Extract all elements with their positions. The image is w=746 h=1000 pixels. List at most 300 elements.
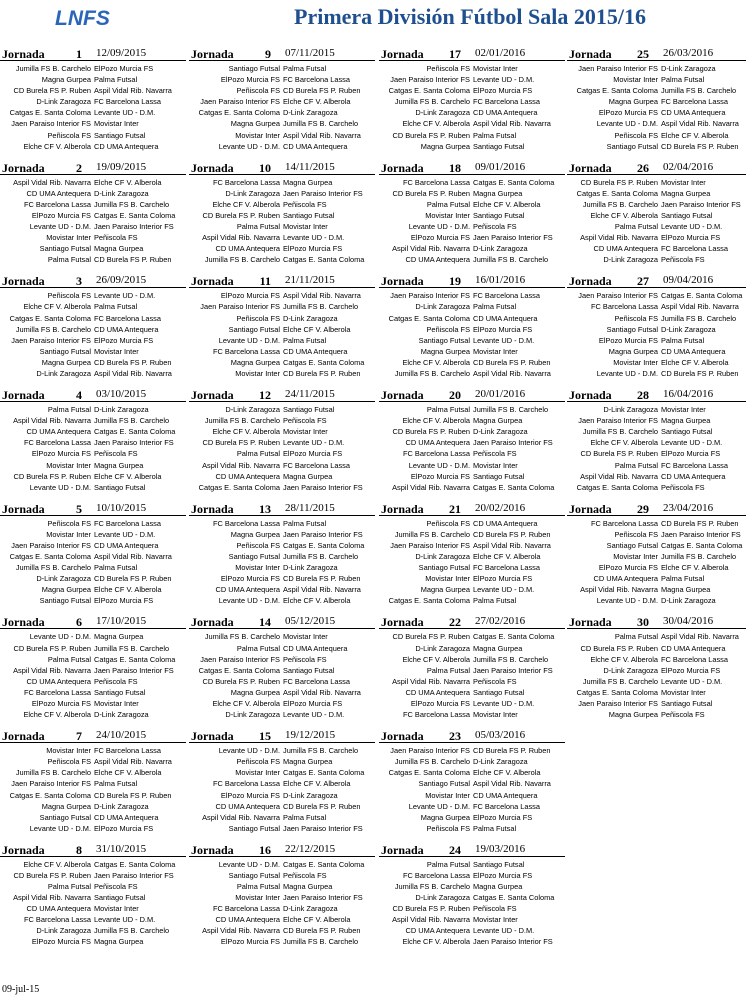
- match-row: [189, 448, 375, 459]
- away-team: D-Link Zaragoza: [94, 188, 149, 198]
- home-team: D-Link Zaragoza: [225, 710, 280, 720]
- jornada-header: [0, 387, 186, 402]
- jornada-label: Jornada: [381, 274, 424, 289]
- home-team: Elche CF V. Alberola: [23, 859, 91, 869]
- match-row: [189, 290, 375, 301]
- jornada-header: [189, 387, 375, 402]
- home-team: Palma Futsal: [236, 882, 280, 891]
- jornada-header: [189, 614, 375, 629]
- match-row: [0, 290, 186, 301]
- home-team: Jumilla FS B. Carchelo: [204, 416, 280, 426]
- home-team: Levante UD - D.M.: [218, 596, 280, 606]
- match-row: [379, 595, 565, 606]
- match-row: [379, 709, 565, 720]
- jornada-date: 05/12/2015: [285, 615, 336, 628]
- away-team: CD Burela FS P. Ruben: [94, 255, 172, 265]
- away-team: Magna Gurpea: [283, 177, 333, 187]
- jornada-number: 16: [259, 842, 271, 857]
- jornada-date: 24/11/2015: [285, 388, 335, 401]
- home-team: ElPozo Murcia FS: [598, 563, 658, 573]
- match-row: [189, 881, 375, 892]
- match-row: [567, 482, 746, 493]
- jornada-date: 20/01/2016: [475, 388, 526, 401]
- match-row: [189, 654, 375, 665]
- home-team: FC Barcelona Lassa: [403, 710, 470, 720]
- home-team: Catgas E. Santa Coloma: [576, 188, 658, 198]
- match-row: [0, 709, 186, 720]
- jornada-label: Jornada: [2, 47, 45, 61]
- away-team: Magna Gurpea: [94, 632, 144, 642]
- match-row: [379, 482, 565, 493]
- match-row: [189, 177, 375, 188]
- match-row: [567, 448, 746, 459]
- away-team: Palma Futsal: [661, 335, 705, 345]
- away-team: Elche CF V. Alberola: [473, 199, 541, 209]
- home-team: ElPozo Murcia FS: [220, 291, 280, 301]
- match-row: [189, 812, 375, 823]
- home-team: Magna Gurpea: [230, 529, 280, 539]
- jornada-header: [0, 842, 186, 857]
- match-row: [189, 584, 375, 595]
- away-team: FC Barcelona Lassa: [94, 518, 161, 528]
- away-team: CD Burela FS P. Ruben: [661, 369, 739, 379]
- away-team: ElPozo Murcia FS: [473, 812, 533, 822]
- home-team: Magna Gurpea: [230, 357, 280, 367]
- match-row: [0, 654, 186, 665]
- away-team: Catgas E. Santa Coloma: [94, 427, 176, 437]
- match-row: [379, 881, 565, 892]
- match-row: [567, 199, 746, 210]
- home-team: Elche CF V. Alberola: [402, 119, 470, 129]
- home-team: CD Burela FS P. Ruben: [202, 676, 280, 686]
- jornada-block: [189, 728, 375, 842]
- away-team: Jumilla FS B. Carchelo: [661, 313, 737, 323]
- home-team: Magna Gurpea: [41, 801, 91, 811]
- home-team: Santiago Futsal: [606, 141, 658, 151]
- home-team: Peñiscola FS: [426, 518, 470, 528]
- home-team: Peñiscola FS: [47, 130, 91, 140]
- match-row: [0, 346, 186, 357]
- jornada-block: [567, 614, 746, 728]
- jornada-number: 10: [259, 160, 271, 175]
- match-row: [189, 756, 375, 767]
- away-team: Levante UD - D.M.: [473, 335, 535, 345]
- home-team: Santiago Futsal: [418, 779, 470, 789]
- home-team: ElPozo Murcia FS: [598, 108, 658, 118]
- match-row: [189, 141, 375, 152]
- home-team: Jumilla FS B. Carchelo: [15, 563, 91, 573]
- home-team: Aspil Vidal Rib. Navarra: [202, 812, 280, 822]
- away-team: CD UMA Antequera: [661, 108, 726, 118]
- home-team: Santiago Futsal: [606, 540, 658, 550]
- match-row: [0, 767, 186, 778]
- match-row: [567, 529, 746, 540]
- jornada-number: 11: [259, 274, 271, 289]
- jornada-number: 4: [76, 388, 82, 403]
- away-team: Levante UD - D.M.: [473, 699, 535, 708]
- away-team: ElPozo Murcia FS: [473, 324, 533, 334]
- home-team: FC Barcelona Lassa: [24, 199, 91, 209]
- jornada-column: [0, 46, 186, 956]
- jornada-block: [189, 273, 375, 387]
- match-row: [379, 290, 565, 301]
- match-row: [189, 107, 375, 118]
- match-row: [189, 709, 375, 720]
- away-team: Jaen Paraiso Interior FS: [661, 199, 741, 209]
- away-team: Santiago Futsal: [94, 893, 146, 903]
- away-team: Peñiscola FS: [473, 676, 517, 686]
- match-row: [379, 790, 565, 801]
- home-team: Levante UD - D.M.: [408, 801, 470, 811]
- home-team: Jumilla FS B. Carchelo: [204, 632, 280, 642]
- jornada-header: [567, 387, 746, 402]
- match-row: [189, 85, 375, 96]
- match-row: [567, 698, 746, 709]
- jornada-block: [189, 46, 375, 160]
- home-team: Jaen Paraiso Interior FS: [578, 699, 658, 708]
- jornada-label: Jornada: [191, 160, 234, 175]
- away-team: Aspil Vidal Rib. Navarra: [661, 302, 739, 312]
- away-team: Catgas E. Santa Coloma: [661, 540, 743, 550]
- home-team: Palma Futsal: [614, 460, 658, 470]
- away-team: CD Burela FS P. Ruben: [94, 357, 172, 367]
- match-row: [379, 518, 565, 529]
- jornada-header: [379, 614, 565, 629]
- jornada-block: [0, 160, 186, 274]
- home-team: Santiago Futsal: [228, 823, 280, 833]
- jornada-label: Jornada: [569, 388, 612, 403]
- away-team: Santiago Futsal: [473, 859, 525, 869]
- away-team: FC Barcelona Lassa: [473, 563, 540, 573]
- home-team: Palma Futsal: [47, 405, 91, 415]
- away-team: Magna Gurpea: [661, 585, 711, 595]
- home-team: Aspil Vidal Rib. Navarra: [392, 676, 470, 686]
- jornada-number: 30: [637, 615, 649, 630]
- match-row: [567, 221, 746, 232]
- home-team: Magna Gurpea: [41, 585, 91, 595]
- home-team: Movistar Inter: [235, 130, 280, 140]
- home-team: Peñiscola FS: [426, 823, 470, 833]
- home-team: Palma Futsal: [426, 405, 470, 415]
- match-row: [379, 324, 565, 335]
- match-row: [189, 698, 375, 709]
- home-team: Movistar Inter: [613, 357, 658, 367]
- jornada-number: 1: [76, 47, 82, 61]
- jornada-label: Jornada: [2, 160, 45, 175]
- away-team: Levante UD - D.M.: [283, 710, 345, 720]
- home-team: Catgas E. Santa Coloma: [9, 313, 91, 323]
- home-team: Magna Gurpea: [420, 585, 470, 595]
- away-team: Magna Gurpea: [283, 471, 333, 481]
- jornada-number: 9: [265, 47, 271, 61]
- away-team: Palma Futsal: [283, 64, 327, 73]
- match-row: [0, 368, 186, 379]
- jornada-label: Jornada: [191, 47, 234, 61]
- home-team: CD Burela FS P. Ruben: [392, 130, 470, 140]
- home-team: Aspil Vidal Rib. Navarra: [392, 244, 470, 254]
- home-team: Magna Gurpea: [41, 75, 91, 85]
- match-row: [379, 210, 565, 221]
- match-row: [0, 415, 186, 426]
- home-team: Jaen Paraiso Interior FS: [578, 416, 658, 426]
- away-team: Santiago Futsal: [94, 687, 146, 697]
- jornada-label: Jornada: [569, 501, 612, 516]
- home-team: ElPozo Murcia FS: [410, 699, 470, 708]
- away-team: CD UMA Antequera: [94, 324, 159, 334]
- match-row: [379, 676, 565, 687]
- jornada-date: 20/02/2016: [475, 501, 526, 514]
- away-team: Jaen Paraiso Interior FS: [94, 665, 174, 675]
- away-team: Peñiscola FS: [94, 233, 138, 243]
- away-team: Palma Futsal: [283, 812, 327, 822]
- away-team: Palma Futsal: [473, 130, 517, 140]
- away-team: Aspil Vidal Rib. Navarra: [283, 687, 361, 697]
- away-team: Movistar Inter: [94, 699, 139, 708]
- away-team: Jumilla FS B. Carchelo: [283, 746, 359, 756]
- away-team: Elche CF V. Alberola: [94, 585, 162, 595]
- match-row: [189, 903, 375, 914]
- match-row: [189, 767, 375, 778]
- home-team: Levante UD - D.M.: [218, 141, 280, 151]
- match-row: [379, 870, 565, 881]
- match-row: [379, 74, 565, 85]
- away-team: Magna Gurpea: [661, 188, 711, 198]
- match-row: [0, 177, 186, 188]
- match-row: [567, 573, 746, 584]
- away-team: CD Burela FS P. Ruben: [283, 926, 361, 936]
- jornada-header: [567, 614, 746, 629]
- away-team: Aspil Vidal Rib. Navarra: [283, 130, 361, 140]
- away-team: Palma Futsal: [283, 335, 327, 345]
- away-team: Santiago Futsal: [473, 687, 525, 697]
- home-team: CD UMA Antequera: [26, 188, 91, 198]
- match-row: [567, 74, 746, 85]
- page-title: Primera División Fútbol Sala 2015/16: [294, 4, 646, 29]
- jornada-number: 27: [637, 274, 649, 289]
- away-team: Levante UD - D.M.: [661, 676, 723, 686]
- match-row: [0, 96, 186, 107]
- home-team: D-Link Zaragoza: [415, 643, 470, 653]
- jornada-date: 12/09/2015: [96, 47, 147, 59]
- jornada-header: [567, 501, 746, 516]
- home-team: Palma Futsal: [47, 255, 91, 265]
- match-row: [379, 232, 565, 243]
- jornada-block: [379, 842, 565, 956]
- away-team: D-Link Zaragoza: [473, 244, 528, 254]
- match-row: [189, 313, 375, 324]
- home-team: Jumilla FS B. Carchelo: [394, 97, 470, 107]
- away-team: Catgas E. Santa Coloma: [473, 482, 555, 492]
- home-team: CD Burela FS P. Ruben: [392, 632, 470, 642]
- match-row: [189, 518, 375, 529]
- away-team: D-Link Zaragoza: [283, 904, 338, 914]
- jornada-header: [0, 614, 186, 629]
- jornada-label: Jornada: [569, 47, 612, 61]
- match-row: [379, 141, 565, 152]
- jornada-number: 24: [449, 842, 461, 857]
- match-row: [0, 540, 186, 551]
- away-team: CD UMA Antequera: [473, 108, 538, 118]
- away-team: Peñiscola FS: [94, 449, 138, 459]
- jornada-header: [379, 728, 565, 743]
- home-team: Jaen Paraiso Interior FS: [11, 779, 91, 789]
- match-row: [0, 529, 186, 540]
- jornada-header: [189, 728, 375, 743]
- match-row: [189, 74, 375, 85]
- away-team: Jumilla FS B. Carchelo: [473, 654, 549, 664]
- home-team: Movistar Inter: [425, 210, 470, 220]
- home-team: Movistar Inter: [235, 893, 280, 903]
- home-team: Aspil Vidal Rib. Navarra: [13, 177, 91, 187]
- away-team: Catgas E. Santa Coloma: [283, 768, 365, 778]
- home-team: Magna Gurpea: [230, 119, 280, 129]
- jornada-block: [189, 501, 375, 615]
- away-team: CD Burela FS P. Ruben: [473, 529, 551, 539]
- home-team: Palma Futsal: [426, 199, 470, 209]
- match-row: [379, 801, 565, 812]
- home-team: D-Link Zaragoza: [36, 926, 91, 936]
- away-team: ElPozo Murcia FS: [473, 574, 533, 584]
- away-team: FC Barcelona Lassa: [94, 313, 161, 323]
- match-row: [189, 188, 375, 199]
- match-row: [567, 665, 746, 676]
- jornada-date: 09/04/2016: [663, 274, 714, 287]
- jornada-block: [379, 614, 565, 728]
- away-team: Palma Futsal: [473, 596, 517, 606]
- match-row: [567, 232, 746, 243]
- home-team: CD UMA Antequera: [215, 915, 280, 925]
- jornada-label: Jornada: [569, 615, 612, 630]
- away-team: Peñiscola FS: [661, 482, 705, 492]
- match-row: [189, 415, 375, 426]
- home-team: Elche CF V. Alberola: [590, 654, 658, 664]
- match-row: [0, 335, 186, 346]
- jornada-date: 31/10/2015: [96, 842, 147, 855]
- match-row: [567, 471, 746, 482]
- home-team: FC Barcelona Lassa: [24, 915, 91, 925]
- match-row: [0, 313, 186, 324]
- away-team: Catgas E. Santa Coloma: [283, 859, 365, 869]
- home-team: ElPozo Murcia FS: [31, 937, 91, 947]
- jornada-block: [379, 46, 565, 160]
- match-row: [379, 357, 565, 368]
- home-team: Catgas E. Santa Coloma: [198, 482, 280, 492]
- home-team: Elche CF V. Alberola: [212, 199, 280, 209]
- away-team: Elche CF V. Alberola: [94, 768, 162, 778]
- match-row: [189, 778, 375, 789]
- jornada-date: 26/03/2016: [663, 47, 714, 59]
- match-row: [0, 199, 186, 210]
- home-team: Aspil Vidal Rib. Navarra: [392, 915, 470, 925]
- match-row: [567, 654, 746, 665]
- away-team: CD UMA Antequera: [283, 346, 348, 356]
- match-row: [379, 118, 565, 129]
- match-row: [379, 551, 565, 562]
- home-team: Santiago Futsal: [606, 324, 658, 334]
- match-row: [189, 346, 375, 357]
- home-team: Jaen Paraiso Interior FS: [11, 540, 91, 550]
- match-row: [379, 177, 565, 188]
- home-team: Catgas E. Santa Coloma: [9, 552, 91, 562]
- jornada-number: 18: [449, 160, 461, 175]
- match-row: [0, 210, 186, 221]
- away-team: Catgas E. Santa Coloma: [283, 255, 365, 265]
- jornada-header: [379, 46, 565, 61]
- jornada-number: 8: [76, 842, 82, 857]
- jornada-number: 23: [449, 729, 461, 744]
- away-team: Santiago Futsal: [661, 210, 713, 220]
- match-row: [567, 518, 746, 529]
- home-team: D-Link Zaragoza: [415, 108, 470, 118]
- jornada-date: 17/10/2015: [96, 615, 147, 628]
- jornada-date: 19/09/2015: [96, 160, 147, 173]
- away-team: Catgas E. Santa Coloma: [283, 357, 365, 367]
- away-team: CD Burela FS P. Ruben: [283, 86, 361, 96]
- away-team: Catgas E. Santa Coloma: [94, 654, 176, 664]
- away-team: Jaen Paraiso Interior FS: [473, 665, 553, 675]
- match-row: [379, 301, 565, 312]
- jornada-number: 13: [259, 501, 271, 516]
- home-team: Jaen Paraiso Interior FS: [578, 291, 658, 301]
- home-team: Catgas E. Santa Coloma: [388, 86, 470, 96]
- match-row: [0, 448, 186, 459]
- match-row: [189, 404, 375, 415]
- jornada-header: [379, 160, 565, 175]
- away-team: Magna Gurpea: [473, 416, 523, 426]
- home-team: Peñiscola FS: [614, 529, 658, 539]
- away-team: Magna Gurpea: [473, 188, 523, 198]
- home-team: ElPozo Murcia FS: [220, 75, 280, 85]
- match-row: [379, 130, 565, 141]
- away-team: Palma Futsal: [94, 75, 138, 85]
- match-row: [567, 437, 746, 448]
- home-team: Movistar Inter: [235, 563, 280, 573]
- away-team: Palma Futsal: [473, 302, 517, 312]
- away-team: Levante UD - D.M.: [473, 926, 535, 936]
- away-team: Jumilla FS B. Carchelo: [94, 416, 170, 426]
- away-team: Jaen Paraiso Interior FS: [283, 823, 363, 833]
- away-team: CD Burela FS P. Ruben: [661, 518, 739, 528]
- match-row: [379, 85, 565, 96]
- jornada-label: Jornada: [569, 160, 612, 175]
- away-team: Aspil Vidal Rib. Navarra: [94, 86, 172, 96]
- home-team: Levante UD - D.M.: [596, 369, 658, 379]
- away-team: FC Barcelona Lassa: [473, 291, 540, 301]
- home-team: ElPozo Murcia FS: [220, 937, 280, 947]
- jornada-label: Jornada: [191, 274, 234, 289]
- jornada-number: 3: [76, 274, 82, 289]
- jornada-date: 26/09/2015: [96, 274, 147, 287]
- home-team: Magna Gurpea: [608, 97, 658, 107]
- jornada-header: [189, 273, 375, 288]
- match-row: [379, 415, 565, 426]
- home-team: Levante UD - D.M.: [29, 632, 91, 642]
- away-team: CD Burela FS P. Ruben: [473, 746, 551, 756]
- away-team: ElPozo Murcia FS: [661, 665, 721, 675]
- home-team: Magna Gurpea: [230, 687, 280, 697]
- match-row: [567, 709, 746, 720]
- jornada-block: [567, 387, 746, 501]
- jornada-block: [0, 273, 186, 387]
- match-row: [0, 643, 186, 654]
- match-row: [189, 687, 375, 698]
- away-team: Movistar Inter: [473, 710, 518, 720]
- match-row: [0, 404, 186, 415]
- away-team: Peñiscola FS: [661, 710, 705, 720]
- match-row: [567, 130, 746, 141]
- home-team: Catgas E. Santa Coloma: [198, 665, 280, 675]
- match-row: [379, 254, 565, 265]
